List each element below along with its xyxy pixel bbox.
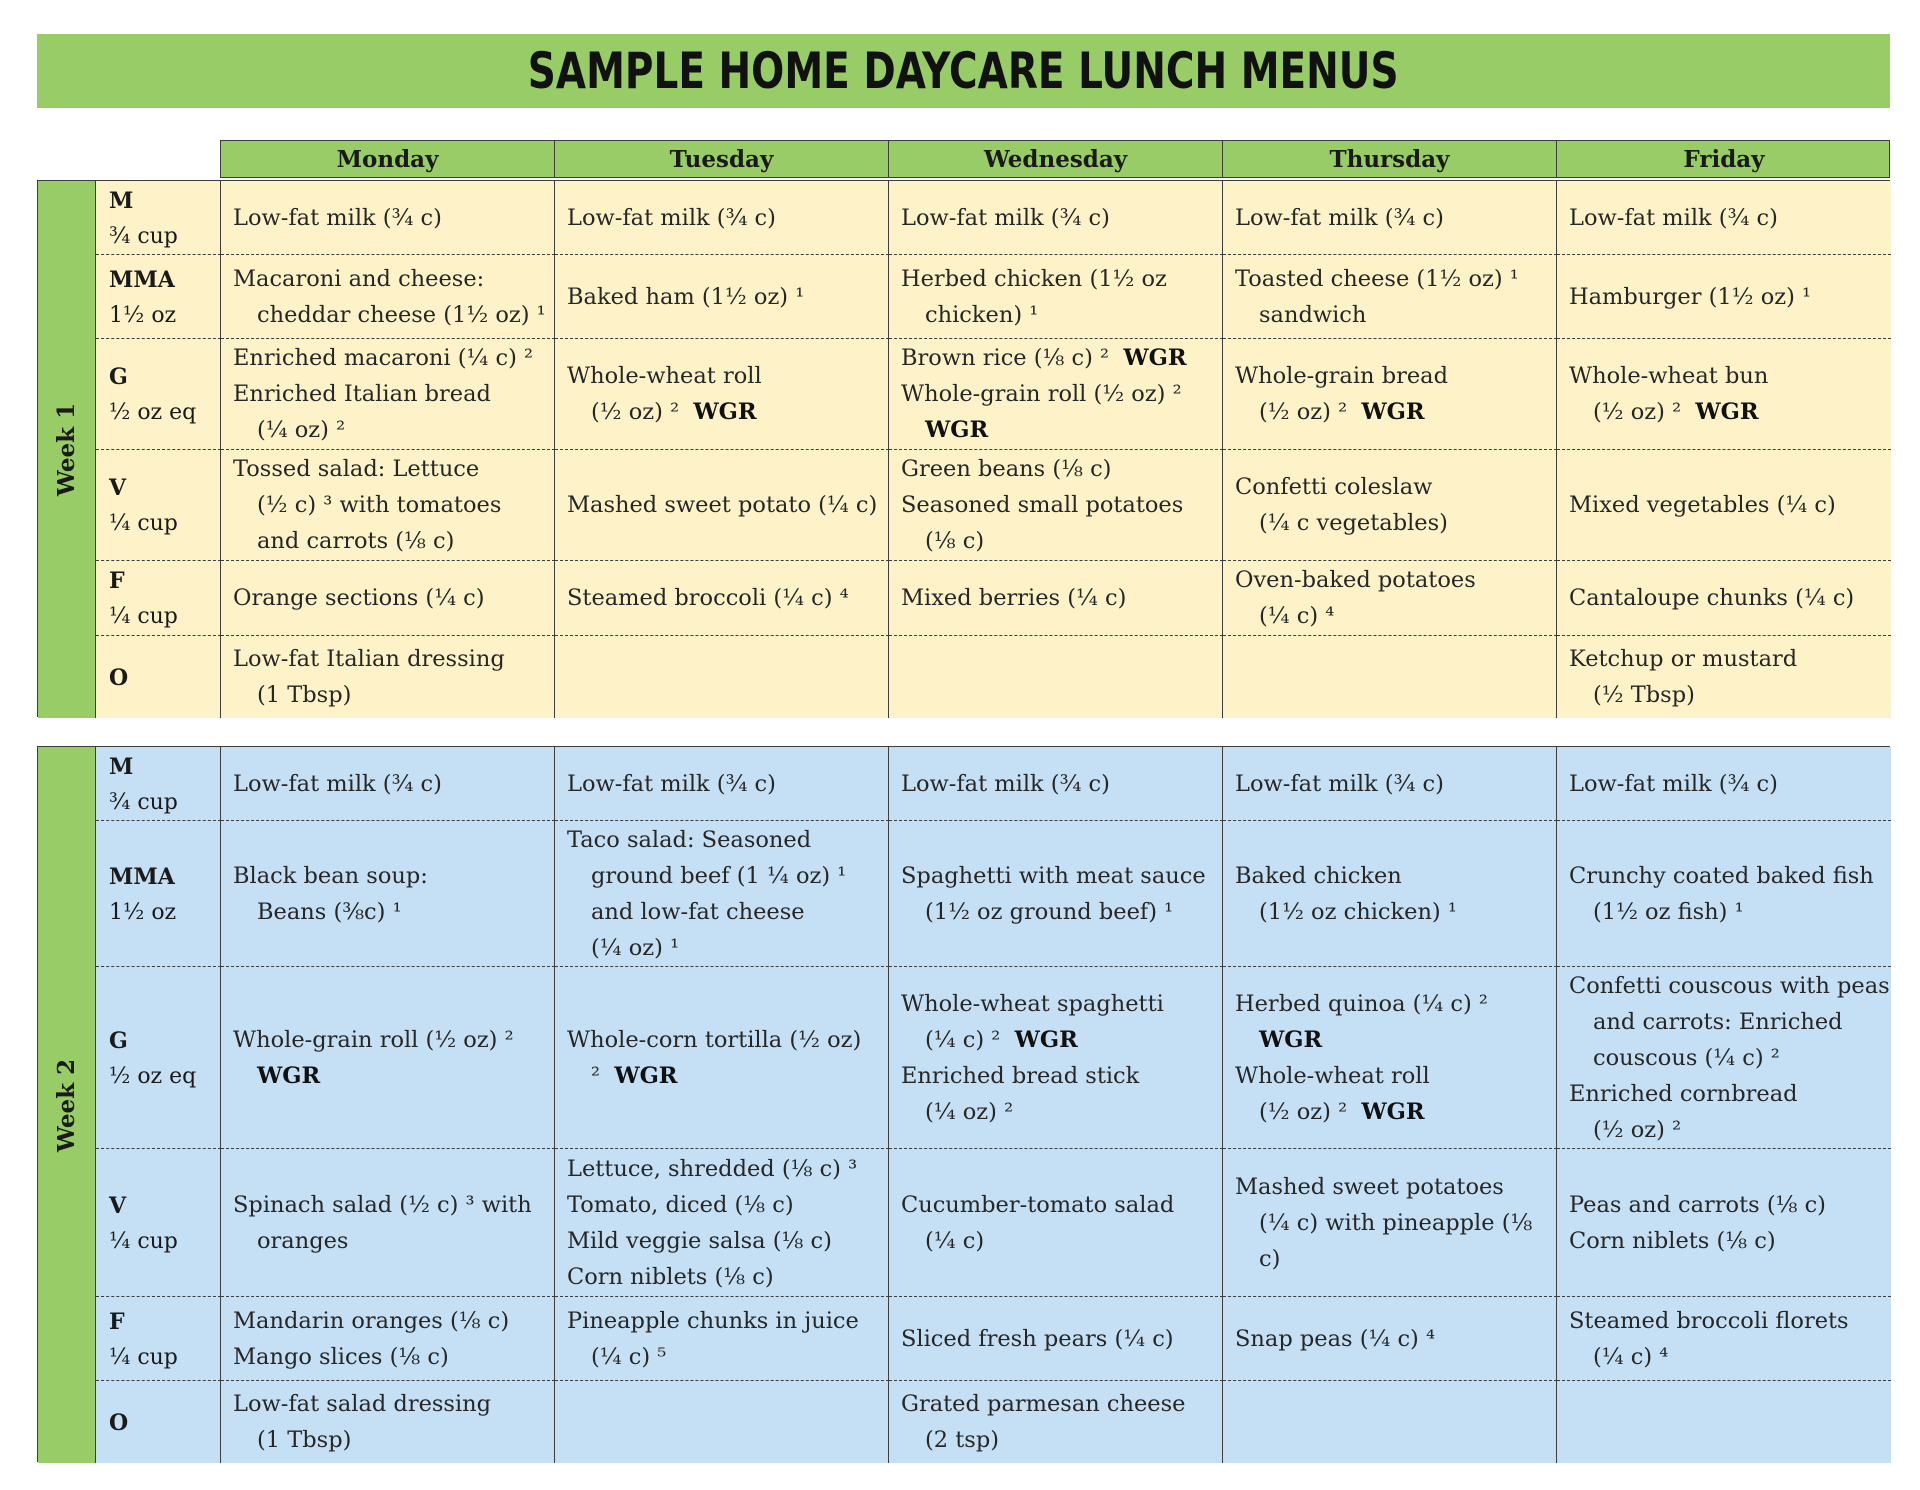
menu-line: (¼ c) with pineapple (⅛ — [1259, 1209, 1533, 1236]
menu-line — [901, 412, 1214, 448]
menu-line: Whole-grain roll (½ oz) ² — [901, 381, 1182, 407]
menu-line: Low-fat milk (¾ c) — [233, 204, 442, 231]
menu-line: Mixed vegetables (¼ c) — [1569, 492, 1836, 518]
menu-line: Mandarin oranges (⅛ c) — [233, 1307, 510, 1334]
day-header-row — [220, 140, 1890, 178]
menu-line: (¼ c vegetables) — [1259, 510, 1448, 536]
menu-line: (¼ c) ⁴ — [1259, 603, 1335, 629]
menu-cell-wednesday-f — [889, 561, 1223, 636]
menu-line: Whole-wheat bun — [1569, 363, 1769, 389]
menu-line: Sliced fresh pears (¼ c) — [901, 1325, 1174, 1352]
whole-grain-rich-tag: WGR — [1361, 399, 1425, 425]
menu-line: Low-fat milk (¾ c) — [567, 770, 776, 797]
menu-line: Whole-corn tortilla (½ oz) — [567, 1026, 862, 1053]
component-code: O — [109, 1410, 129, 1436]
menu-line: Brown rice (⅛ c) ² WGR — [901, 345, 1187, 371]
whole-grain-rich-tag: WGR — [693, 399, 757, 425]
menu-cell-friday-mma — [1557, 255, 1891, 339]
menu-line: Lettuce, shredded (⅛ c) ³ — [567, 1155, 858, 1182]
menu-cell-tuesday-o — [555, 1381, 889, 1463]
menu-cell-monday-o — [221, 636, 555, 718]
menu-cell-friday-mma — [1557, 821, 1891, 967]
menu-cell-tuesday-o — [555, 636, 889, 718]
menu-cell-monday-g — [221, 967, 555, 1149]
menu-line: Whole-wheat spaghetti — [901, 990, 1164, 1017]
week-label — [38, 181, 96, 718]
menu-line: Taco salad: Seasoned — [567, 826, 812, 853]
week-label — [38, 747, 96, 1463]
menu-line: Mixed berries (¼ c) — [901, 585, 1127, 611]
menu-cell-tuesday-g — [555, 339, 889, 450]
title-bar — [37, 34, 1890, 108]
menu-line: Enriched macaroni (¼ c) ² — [233, 345, 534, 371]
component-label — [96, 450, 221, 561]
menu-line: Cantaloupe chunks (¼ c) — [1569, 585, 1855, 611]
menu-cell-monday-mma — [221, 255, 555, 339]
component-code: F — [109, 1308, 125, 1335]
menu-line: sandwich — [1259, 301, 1367, 328]
menu-cell-friday-v — [1557, 1149, 1891, 1297]
day-header-wednesday: Wednesday — [889, 141, 1223, 177]
menu-line: Peas and carrots (⅛ c) — [1569, 1191, 1826, 1218]
menu-line: Spinach salad (½ c) ³ with — [233, 1191, 532, 1218]
menu-line: Low-fat milk (¾ c) — [567, 204, 776, 231]
menu-line: (1½ oz chicken) ¹ — [1259, 898, 1457, 925]
menu-line: Whole-grain bread — [1235, 363, 1448, 389]
component-label — [96, 255, 221, 339]
component-label — [96, 821, 221, 967]
menu-line: Low-fat Italian dressing — [233, 646, 505, 672]
menu-line: Grated parmesan cheese — [901, 1391, 1186, 1417]
menu-line: (½ c) ³ with tomatoes — [257, 492, 502, 518]
menu-line: Low-fat milk (¾ c) — [901, 204, 1110, 231]
week-1-table — [37, 180, 1890, 717]
menu-cell-thursday-o — [1223, 636, 1557, 718]
menu-line: Low-fat milk (¾ c) — [1569, 204, 1778, 231]
component-code: O — [109, 665, 129, 691]
week-label-text: Week 1 — [53, 402, 81, 497]
menu-line: ground beef (1 ¼ oz) ¹ — [591, 862, 847, 889]
page-title: SAMPLE HOME DAYCARE LUNCH MENUS — [528, 42, 1399, 100]
menu-line: Tomato, diced (⅛ c) — [567, 1191, 794, 1218]
menu-line: (1 Tbsp) — [257, 682, 352, 708]
menu-cell-tuesday-mma — [555, 821, 889, 967]
menu-line: Low-fat milk (¾ c) — [1235, 204, 1444, 231]
menu-cell-tuesday-mma — [555, 255, 889, 339]
whole-grain-rich-tag: WGR — [1014, 1026, 1078, 1053]
menu-line: (2 tsp) — [925, 1427, 1000, 1453]
menu-line: cheddar cheese (1½ oz) ¹ — [257, 301, 546, 328]
component-amount: 1½ oz — [109, 899, 177, 925]
menu-line: Corn niblets (⅛ c) — [567, 1263, 774, 1290]
menu-line: Oven-baked potatoes — [1235, 567, 1476, 593]
menu-cell-thursday-f — [1223, 561, 1557, 636]
menu-cell-monday-m — [221, 747, 555, 821]
menu-line: (½ Tbsp) — [1593, 682, 1695, 708]
menu-line: Low-fat milk (¾ c) — [1235, 770, 1444, 797]
whole-grain-rich-tag: WGR — [614, 1062, 678, 1089]
menu-line: (⅛ c) — [925, 528, 985, 554]
component-label — [96, 1297, 221, 1381]
menu-line: Mango slices (⅛ c) — [233, 1343, 449, 1370]
menu-cell-thursday-g — [1223, 339, 1557, 450]
menu-line — [1235, 1022, 1548, 1058]
menu-cell-monday-v — [221, 450, 555, 561]
component-amount: ¼ cup — [109, 511, 178, 536]
menu-line: Mild veggie salsa (⅛ c) — [567, 1227, 832, 1254]
menu-cell-friday-f — [1557, 1297, 1891, 1381]
menu-line: Confetti coleslaw — [1235, 474, 1433, 500]
menu-line: (1½ oz fish) ¹ — [1593, 898, 1744, 925]
menu-cell-tuesday-v — [555, 1149, 889, 1297]
menu-line: (½ oz) ² WGR — [591, 399, 757, 425]
menu-line: Ketchup or mustard — [1569, 646, 1798, 672]
component-code: MMA — [109, 266, 175, 293]
component-amount: ¾ cup — [109, 789, 178, 815]
day-header-friday: Friday — [1683, 145, 1765, 173]
component-amount: ¼ cup — [109, 1344, 178, 1370]
menu-cell-monday-f — [221, 561, 555, 636]
menu-line: Baked chicken — [1235, 862, 1402, 889]
menu-line: Cucumber-tomato salad — [901, 1191, 1175, 1218]
component-code: V — [109, 475, 127, 501]
menu-cell-thursday-v — [1223, 450, 1557, 561]
menu-line: Herbed quinoa (¼ c) ² — [1235, 990, 1488, 1017]
menu-cell-wednesday-f — [889, 1297, 1223, 1381]
menu-cell-thursday-m — [1223, 747, 1557, 821]
menu-line: Steamed broccoli (¼ c) ⁴ — [567, 585, 849, 611]
day-header-tuesday: Tuesday — [555, 141, 889, 177]
menu-cell-thursday-f — [1223, 1297, 1557, 1381]
menu-line: couscous (¼ c) ² — [1593, 1044, 1780, 1071]
menu-line: Black bean soup: — [233, 862, 428, 889]
menu-line: (¼ oz) ² — [925, 1098, 1014, 1125]
component-amount: ¾ cup — [109, 223, 178, 249]
menu-line: Low-fat milk (¾ c) — [901, 770, 1110, 797]
menu-line: Macaroni and cheese: — [233, 265, 485, 292]
menu-line: Tossed salad: Lettuce — [233, 456, 480, 482]
menu-line: Pineapple chunks in juice — [567, 1307, 859, 1334]
whole-grain-rich-tag: WGR — [1123, 345, 1187, 371]
component-amount: ¼ cup — [109, 604, 178, 629]
menu-line: (¼ oz) ¹ — [591, 934, 680, 961]
component-label — [96, 181, 221, 255]
menu-line: and carrots (⅛ c) — [257, 528, 455, 554]
menu-line: (¼ c) — [925, 1227, 985, 1254]
menu-cell-wednesday-o — [889, 636, 1223, 718]
menu-cell-friday-g — [1557, 967, 1891, 1149]
menu-cell-wednesday-v — [889, 1149, 1223, 1297]
component-code: MMA — [109, 863, 175, 890]
component-label — [96, 747, 221, 821]
menu-cell-tuesday-v — [555, 450, 889, 561]
menu-cell-tuesday-g — [555, 967, 889, 1149]
menu-cell-friday-v — [1557, 450, 1891, 561]
component-label — [96, 1381, 221, 1463]
menu-line: Spaghetti with meat sauce — [901, 862, 1206, 889]
menu-cell-wednesday-o — [889, 1381, 1223, 1463]
component-label — [96, 561, 221, 636]
component-code: F — [109, 568, 125, 594]
menu-cell-thursday-v — [1223, 1149, 1557, 1297]
menu-cell-friday-m — [1557, 747, 1891, 821]
menu-cell-monday-m — [221, 181, 555, 255]
menu-line: Low-fat milk (¾ c) — [1569, 770, 1778, 797]
menu-cell-friday-o — [1557, 1381, 1891, 1463]
week-2-table — [37, 746, 1890, 1462]
day-header-thursday: Thursday — [1223, 141, 1557, 177]
menu-line: Hamburger (1½ oz) ¹ — [1569, 283, 1812, 310]
menu-line: Whole-grain roll (½ oz) ² — [233, 1026, 514, 1053]
whole-grain-rich-tag: WGR — [1361, 1098, 1425, 1125]
menu-cell-wednesday-m — [889, 181, 1223, 255]
menu-line: Steamed broccoli florets — [1569, 1307, 1849, 1334]
component-amount: ½ oz eq — [109, 1063, 197, 1089]
component-code: M — [109, 753, 134, 780]
menu-cell-thursday-m — [1223, 181, 1557, 255]
component-code: V — [109, 1192, 127, 1219]
menu-line: (½ oz) ² WGR — [1259, 399, 1425, 425]
menu-line: Mashed sweet potatoes — [1235, 1173, 1504, 1200]
menu-cell-friday-o — [1557, 636, 1891, 718]
menu-line: (1½ oz ground beef) ¹ — [925, 898, 1174, 925]
menu-cell-monday-g — [221, 339, 555, 450]
whole-grain-rich-tag: WGR — [1695, 399, 1759, 425]
menu-cell-friday-g — [1557, 339, 1891, 450]
menu-line: Mashed sweet potato (¼ c) — [567, 492, 878, 518]
menu-line: (½ oz) ² — [1593, 1116, 1682, 1143]
menu-cell-tuesday-m — [555, 747, 889, 821]
component-amount: 1½ oz — [109, 302, 177, 328]
menu-line: Corn niblets (⅛ c) — [1569, 1227, 1776, 1254]
menu-line: Confetti couscous with peas — [1569, 972, 1890, 999]
menu-line: (¼ c) ⁴ — [1593, 1343, 1669, 1370]
component-code: G — [109, 1027, 128, 1054]
menu-cell-friday-m — [1557, 181, 1891, 255]
menu-cell-friday-f — [1557, 561, 1891, 636]
menu-line: Green beans (⅛ c) — [901, 456, 1112, 482]
menu-line: Enriched bread stick — [901, 1062, 1140, 1089]
component-label — [96, 636, 221, 718]
component-code: G — [109, 364, 128, 390]
menu-line: Beans (⅜c) ¹ — [257, 898, 402, 925]
menu-line: Crunchy coated baked fish — [1569, 862, 1874, 889]
menu-cell-wednesday-m — [889, 747, 1223, 821]
component-label — [96, 1149, 221, 1297]
component-label — [96, 967, 221, 1149]
menu-cell-wednesday-mma — [889, 821, 1223, 967]
menu-line: Whole-wheat roll — [567, 363, 762, 389]
whole-grain-rich-tag: WGR — [257, 1062, 321, 1089]
menu-cell-wednesday-v — [889, 450, 1223, 561]
menu-line: (¼ oz) ² — [257, 417, 346, 443]
menu-line: Low-fat salad dressing — [233, 1391, 492, 1417]
menu-line: (1 Tbsp) — [257, 1427, 352, 1453]
menu-cell-monday-v — [221, 1149, 555, 1297]
day-header-monday: Monday — [221, 141, 555, 177]
component-label — [96, 339, 221, 450]
component-code: M — [109, 187, 134, 214]
menu-line: Seasoned small potatoes — [901, 492, 1184, 518]
menu-cell-monday-o — [221, 1381, 555, 1463]
menu-cell-thursday-mma — [1223, 821, 1557, 967]
menu-cell-thursday-mma — [1223, 255, 1557, 339]
menu-line: (¼ c) ² WGR — [925, 1026, 1078, 1053]
menu-line: oranges — [257, 1227, 349, 1254]
menu-line: (¼ c) ⁵ — [591, 1343, 667, 1370]
week-label-text: Week 2 — [53, 1058, 81, 1152]
menu-cell-tuesday-f — [555, 1297, 889, 1381]
menu-line: chicken) ¹ — [925, 301, 1039, 328]
menu-cell-wednesday-mma — [889, 255, 1223, 339]
menu-line: Herbed chicken (1½ oz — [901, 265, 1167, 292]
menu-cell-thursday-o — [1223, 1381, 1557, 1463]
menu-cell-tuesday-m — [555, 181, 889, 255]
menu-cell-monday-f — [221, 1297, 555, 1381]
menu-line: ² WGR — [591, 1062, 678, 1089]
menu-cell-monday-mma — [221, 821, 555, 967]
menu-line: (½ oz) ² WGR — [1259, 1098, 1425, 1125]
component-amount: ¼ cup — [109, 1228, 178, 1254]
menu-line: Baked ham (1½ oz) ¹ — [567, 283, 805, 310]
menu-cell-wednesday-g — [889, 967, 1223, 1149]
whole-grain-rich-tag: WGR — [925, 417, 989, 443]
menu-line: c) — [1259, 1245, 1281, 1272]
menu-line: (½ oz) ² WGR — [1593, 399, 1759, 425]
menu-line: Low-fat milk (¾ c) — [233, 770, 442, 797]
menu-line: Orange sections (¼ c) — [233, 585, 485, 611]
menu-cell-tuesday-f — [555, 561, 889, 636]
whole-grain-rich-tag: WGR — [1259, 1026, 1323, 1053]
menu-line: and carrots: Enriched — [1593, 1008, 1843, 1035]
menu-cell-thursday-g — [1223, 967, 1557, 1149]
menu-line: Toasted cheese (1½ oz) ¹ — [1235, 265, 1519, 292]
menu-cell-wednesday-g — [889, 339, 1223, 450]
menu-line: Snap peas (¼ c) ⁴ — [1235, 1325, 1435, 1352]
menu-line: and low-fat cheese — [591, 898, 805, 925]
component-amount: ½ oz eq — [109, 400, 197, 425]
menu-line: Whole-wheat roll — [1235, 1062, 1430, 1089]
menu-line — [233, 1058, 546, 1094]
menu-line: Enriched cornbread — [1569, 1080, 1798, 1107]
menu-line: Enriched Italian bread — [233, 381, 491, 407]
